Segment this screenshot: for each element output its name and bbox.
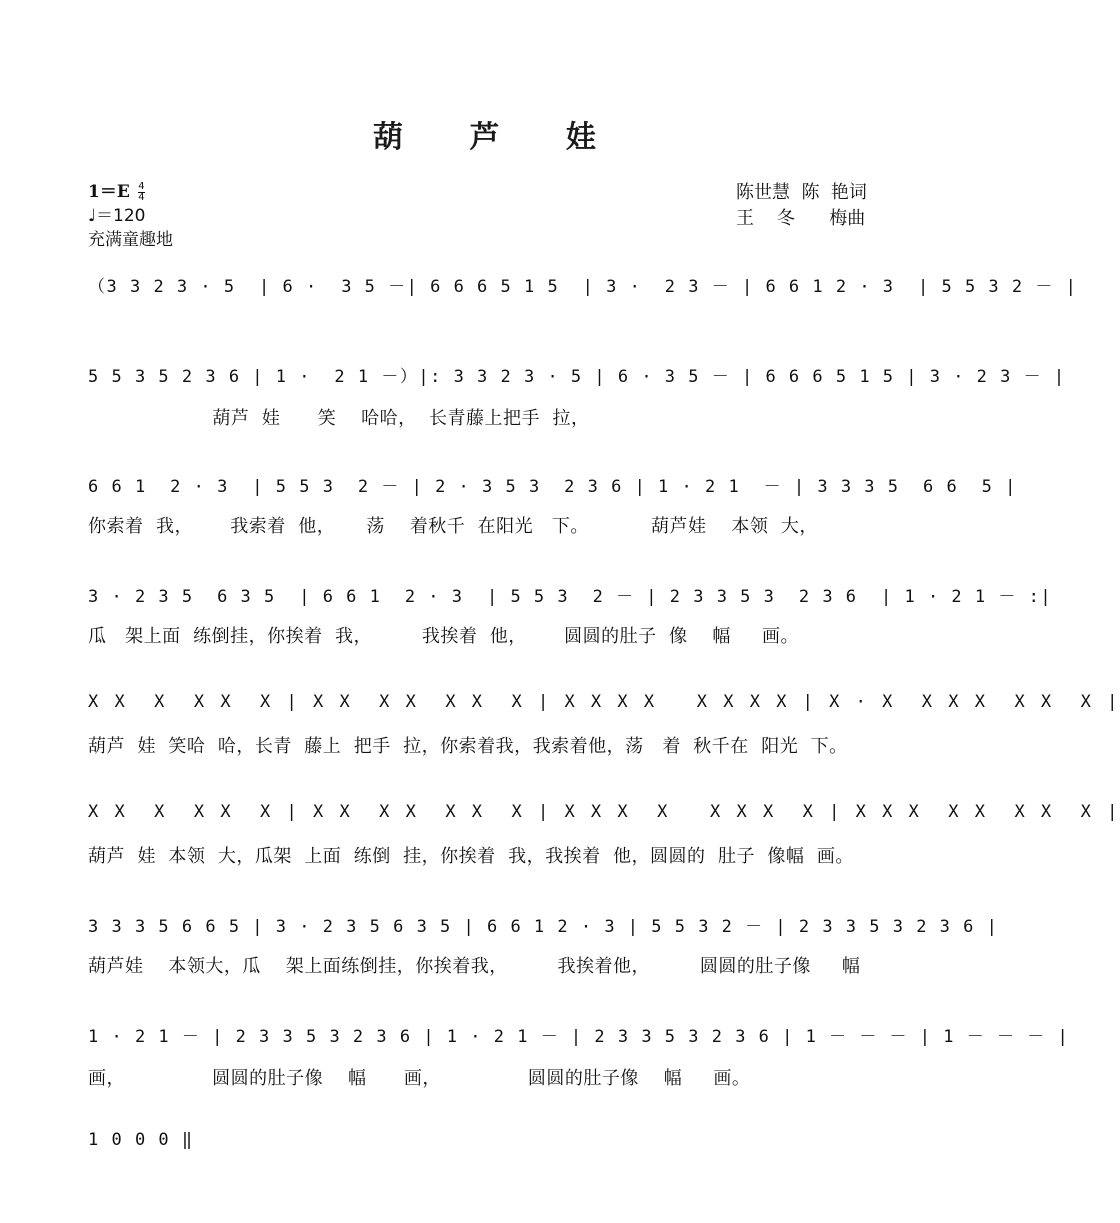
notation-row-4: 3 · 2 3 5 6 3 5 | 6 6 1 2 · 3 | 5 5 3 2 － | 2 3 3 5 3 2 3 6 | 1 · 2 1 － :|	[88, 587, 1053, 607]
notation-row-2: 5 5 3 5 2 3 6 | 1 · 2 1 －）|: 3 3 2 3 · 5 | 6 · 3 5 － | 6 6 6 5 1 5 | 3 · 2 3 － |	[88, 367, 1066, 387]
lyric-row-3: 你索着 我， 我索着 他， 荡 着秋千 在阳光 下。 葫芦娃 本领 大，	[88, 516, 818, 537]
rhythm-lyric-row-2: 葫芦 娃 本领 大，瓜架 上面 练倒 挂，你挨着 我，我挨着 他，圆圆的 肚子 像幅 画。	[88, 846, 854, 867]
rhythm-row-1: X X X X X X | X X X X X X X | X X X X X X X X | X · X X X X X X X |	[88, 692, 1120, 712]
notation-row-1: （3 3 2 3 · 5 | 6 · 3 5 －| 6 6 6 5 1 5 | 3 · 2 3 － | 6 6 1 2 · 3 | 5 5 3 2 － |	[88, 277, 1078, 297]
composer-credit: 王 冬 梅曲	[736, 208, 866, 229]
rhythm-row-2: X X X X X X | X X X X X X X | X X X X X X X X | X X X X X X X X |	[88, 802, 1120, 822]
lyric-row-8: 画， 圆圆的肚子像 幅 画， 圆圆的肚子像 幅 画。	[88, 1068, 751, 1089]
score-header-left	[88, 180, 173, 252]
rhythm-lyric-row-1: 葫芦 娃 笑哈 哈，长青 藤上 把手 拉，你索着我，我索着他，荡 着 秋千在 阳光 下。	[88, 736, 848, 757]
credits	[736, 180, 867, 232]
notation-row-8: 1 · 2 1 － | 2 3 3 5 3 2 3 6 | 1 · 2 1 － | 2 3 3 5 3 2 3 6 | 1 － － － | 1 － － － |	[88, 1027, 1070, 1047]
lyricist-credit: 陈世慧 陈 艳词	[736, 182, 867, 203]
song-title: 葫 芦 娃	[373, 120, 624, 155]
expression-marking: 充满童趣地	[88, 230, 173, 250]
key-time-signature	[88, 180, 173, 204]
time-signature-numerator: 4	[138, 180, 145, 192]
lyric-row-2: 葫芦 娃 笑 哈哈， 长青藤上把手 拉，	[88, 408, 590, 429]
time-signature-denominator: 4	[138, 191, 145, 203]
lyric-row-7: 葫芦娃 本领大，瓜 架上面练倒挂，你挨着我， 我挨着他， 圆圆的肚子像 幅	[88, 956, 861, 977]
notation-row-7: 3 3 3 5 6 6 5 | 3 · 2 3 5 6 3 5 | 6 6 1 2 · 3 | 5 5 3 2 － | 2 3 3 5 3 2 3 6 |	[88, 917, 999, 937]
time-signature	[138, 182, 144, 203]
key-signature: 1＝E	[88, 182, 130, 202]
tempo-marking: ♩＝120	[88, 206, 146, 226]
notation-row-9: 1 0 0 0 ‖	[88, 1130, 194, 1150]
notation-row-3: 6 6 1 2 · 3 | 5 5 3 2 － | 2 · 3 5 3 2 3 6 | 1 · 2 1 － | 3 3 3 5 6 6 5 |	[88, 477, 1017, 497]
lyric-row-4: 瓜 架上面 练倒挂，你挨着 我， 我挨着 他， 圆圆的肚子 像 幅 画。	[88, 626, 800, 647]
